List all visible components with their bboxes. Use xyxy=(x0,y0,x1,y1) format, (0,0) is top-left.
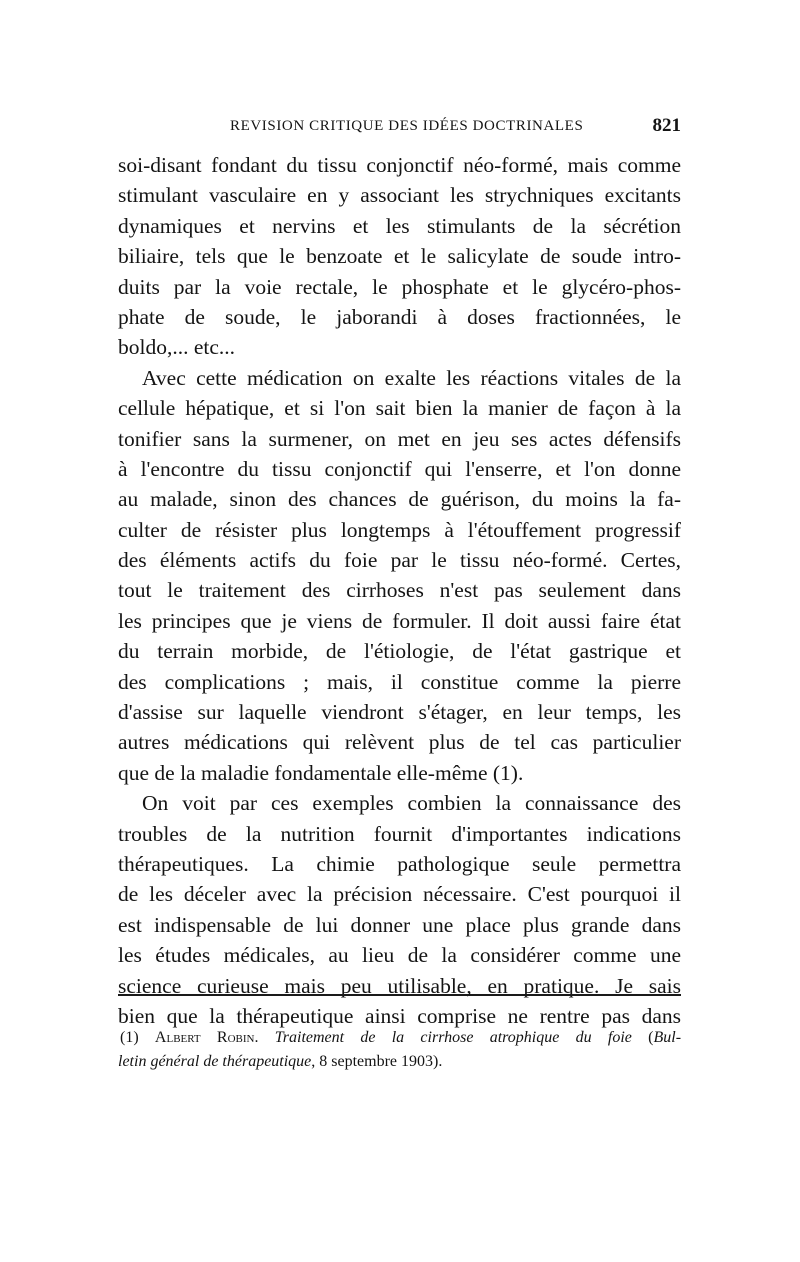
footnote-separator xyxy=(118,994,681,996)
text-line: troubles de la nutrition fournit d'importantes indications xyxy=(118,821,681,846)
footnote xyxy=(118,1026,681,1074)
footnote-title: Traitement de la cirrhose atrophique du foie xyxy=(274,1029,632,1046)
text-line: au malade, sinon des chances de guérison, du moins la fa- xyxy=(118,487,681,512)
text-line: phate de soude, le jaborandi à doses fractionnées, le xyxy=(118,304,681,329)
footnote-author: Albert Robin. xyxy=(154,1029,259,1046)
page-header xyxy=(118,115,681,139)
page-number: 821 xyxy=(652,115,681,136)
text-line: à l'encontre du tissu conjonctif qui l'enserre, et l'on donne xyxy=(118,456,681,481)
text-line: des éléments actifs du foie par le tissu néo-formé. Certes, xyxy=(118,548,681,573)
text-line: que de la maladie fondamentale elle-même (1). xyxy=(118,760,524,785)
footnote-journal-start: Bul- xyxy=(653,1029,681,1046)
text-line: dynamiques et nervins et les stimulants de la sécrétion xyxy=(118,213,681,238)
text-line: des complications ; mais, il constitue comme la pierre xyxy=(118,669,681,694)
footnote-line xyxy=(118,1026,681,1050)
paragraph-start-line: Avec cette médication on exalte les réactions vitales de la xyxy=(142,365,681,390)
text-line: tout le traitement des cirrhoses n'est pas seulement dans xyxy=(118,578,681,603)
text-line: tonifier sans la surmener, on met en jeu ses actes défensifs xyxy=(118,426,681,451)
footnote-line xyxy=(118,1050,681,1074)
text-line: bien que la thérapeutique ainsi comprise ne rentre pas dans xyxy=(118,1003,681,1028)
text-line: culter de résister plus longtemps à l'étouffement progressif xyxy=(118,517,681,542)
body-text xyxy=(118,150,681,1031)
footnote-marker: (1) xyxy=(120,1029,139,1046)
text-line: science curieuse mais peu utilisable, en pratique. Je sais xyxy=(118,973,681,998)
text-line: boldo,... etc... xyxy=(118,335,236,360)
text-line: les principes que je viens de formuler. Il doit aussi faire état xyxy=(118,608,681,633)
text-line: est indispensable de lui donner une place plus grande dans xyxy=(118,912,681,937)
text-line: d'assise sur laquelle viendront s'étager, en leur temps, les xyxy=(118,700,681,725)
text-line: du terrain morbide, de l'étiologie, de l'état gastrique et xyxy=(118,639,681,664)
text-line: les études médicales, au lieu de la considérer comme une xyxy=(118,943,681,968)
text-line: biliaire, tels que le benzoate et le salicylate de soude intro- xyxy=(118,244,681,269)
footnote-journal: letin général de thérapeutique xyxy=(118,1053,312,1070)
text-line: autres médications qui relèvent plus de tel cas particulier xyxy=(118,730,681,755)
paragraph-start-line: On voit par ces exemples combien la connaissance des xyxy=(142,791,681,816)
footnote-open-paren: ( xyxy=(648,1029,654,1046)
text-line: soi-disant fondant du tissu conjonctif néo-formé, mais comme xyxy=(118,153,681,177)
text-line: stimulant vasculaire en y associant les strychniques excitants xyxy=(118,183,681,208)
text-line: cellule hépatique, et si l'on sait bien la manier de façon à la xyxy=(118,396,681,421)
text-line: de les déceler avec la précision nécessaire. C'est pourquoi il xyxy=(118,882,681,907)
footnote-date: , 8 septembre 1903). xyxy=(311,1053,443,1070)
text-line: duits par la voie rectale, le phosphate et le glycéro-phos- xyxy=(118,274,681,299)
running-title: REVISION CRITIQUE DES IDÉES DOCTRINALES xyxy=(230,118,584,134)
text-line: thérapeutiques. La chimie pathologique seule permettra xyxy=(118,851,681,876)
